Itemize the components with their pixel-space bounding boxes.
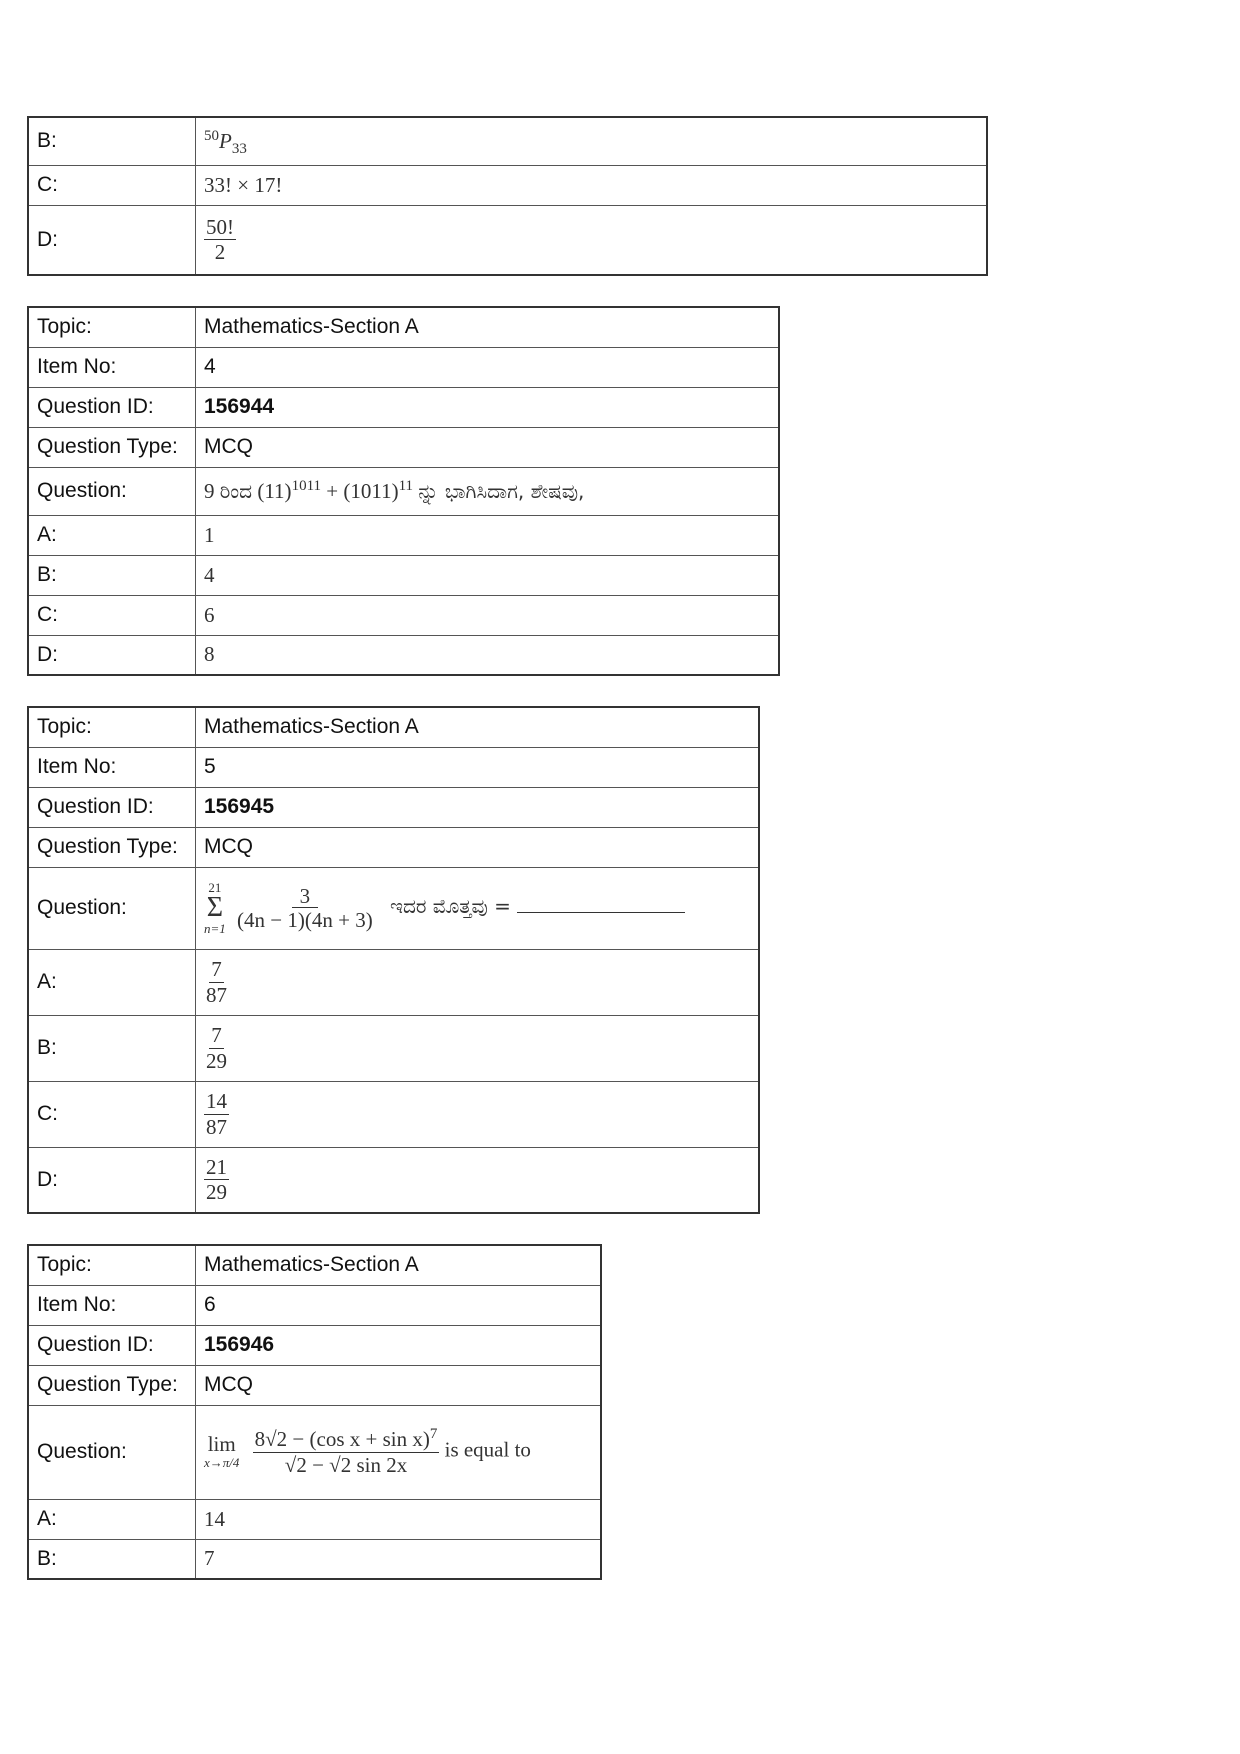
option-row-c: C: 6 <box>28 595 779 635</box>
option-value: $\frac{21}{29}$ <box>196 1147 760 1213</box>
question-id-value: 156945 <box>196 787 760 827</box>
topic-row: Topic: Mathematics-Section A <box>28 707 759 747</box>
question-id-row: Question ID: 156946 <box>28 1325 601 1365</box>
question-row: Question: 21 Σ n=1 $\frac{3}{(4n - 1)(4n + 3)}$ ಇದರ ಮೊತ್ತವು = <box>28 867 759 949</box>
question-table-3-tail <box>27 116 988 276</box>
option-row-d: D: $\frac{21}{29}$ <box>28 1147 759 1213</box>
option-row-a: A: $\frac{7}{87}$ <box>28 949 759 1015</box>
question-id-value: 156944 <box>196 387 780 427</box>
topic-row: Topic: Mathematics-Section A <box>28 307 779 347</box>
question-text: 21 Σ n=1 $\frac{3}{(4n - 1)(4n + 3)}$ ಇದರ ಮೊತ್ತವು = <box>196 867 760 949</box>
question-text: lim x→π/4 $\frac{8√2 - (\cos x + \sin x)^7}{√2 - √2 \sin 2x}$ is equal to <box>196 1405 602 1499</box>
question-row: Question: lim x→π/4 $\frac{8√2 - (\cos x + \sin x)^7}{√2 - √2 \sin 2x}$ is equal to <box>28 1405 601 1499</box>
question-type-value: MCQ <box>196 827 760 867</box>
question-type-row: Question Type: MCQ <box>28 1365 601 1405</box>
option-row-a: A: 14 <box>28 1499 601 1539</box>
option-value: $\frac{7}{29}$ <box>196 1015 760 1081</box>
question-text: 9 ರಿಂದ $(11)^{1011} + (1011)^{11}$ ನ್ನು ಭಾಗಿಸಿದಾಗ, ಶೇಷವು, <box>196 467 780 515</box>
topic-value: Mathematics-Section A <box>196 307 780 347</box>
question-table-5 <box>27 706 760 1214</box>
item-row: Item No: 5 <box>28 747 759 787</box>
option-value: 1 <box>196 515 780 555</box>
question-type-value: MCQ <box>196 427 780 467</box>
option-row-c <box>28 165 987 205</box>
option-value: $^{50}P_{33}$ <box>196 117 988 165</box>
question-id-row: Question ID: 156945 <box>28 787 759 827</box>
option-value: $\frac{14}{87}$ <box>196 1081 760 1147</box>
answer-blank <box>517 912 685 913</box>
topic-value: Mathematics-Section A <box>196 1245 602 1285</box>
option-label: C: <box>28 165 196 205</box>
option-value: $\frac{50!}{2}$ <box>196 205 988 275</box>
option-row-b: B: 7 <box>28 1539 601 1579</box>
option-value: 33! × 17! <box>196 165 988 205</box>
option-row-d: D: 8 <box>28 635 779 675</box>
option-row-b: B: $\frac{7}{29}$ <box>28 1015 759 1081</box>
option-row-d <box>28 205 987 275</box>
question-table-4 <box>27 306 780 676</box>
question-id-row: Question ID: 156944 <box>28 387 779 427</box>
topic-row: Topic: Mathematics-Section A <box>28 1245 601 1285</box>
question-id-value: 156946 <box>196 1325 602 1365</box>
option-row-c: C: $\frac{14}{87}$ <box>28 1081 759 1147</box>
question-type-row: Question Type: MCQ <box>28 827 759 867</box>
item-row: Item No: 4 <box>28 347 779 387</box>
question-table-6 <box>27 1244 602 1580</box>
option-row-b <box>28 117 987 165</box>
limit-operator: lim x→π/4 <box>204 1432 240 1471</box>
option-label: B: <box>28 117 196 165</box>
question-row: Question: 9 ರಿಂದ $(11)^{1011} + (1011)^{11}$ ನ್ನು ಭಾಗಿಸಿದಾಗ, ಶೇಷವು, <box>28 467 779 515</box>
item-value: 6 <box>196 1285 602 1325</box>
item-value: 4 <box>196 347 780 387</box>
option-value: $\frac{7}{87}$ <box>196 949 760 1015</box>
item-row: Item No: 6 <box>28 1285 601 1325</box>
question-type-row: Question Type: MCQ <box>28 427 779 467</box>
option-row-a: A: 1 <box>28 515 779 555</box>
option-value: 7 <box>196 1539 602 1579</box>
option-row-b: B: 4 <box>28 555 779 595</box>
option-value: 6 <box>196 595 780 635</box>
option-value: 8 <box>196 635 780 675</box>
question-type-value: MCQ <box>196 1365 602 1405</box>
option-value: 14 <box>196 1499 602 1539</box>
summation-symbol: 21 Σ n=1 <box>204 880 226 936</box>
option-value: 4 <box>196 555 780 595</box>
item-value: 5 <box>196 747 760 787</box>
topic-value: Mathematics-Section A <box>196 707 760 747</box>
option-label: D: <box>28 205 196 275</box>
